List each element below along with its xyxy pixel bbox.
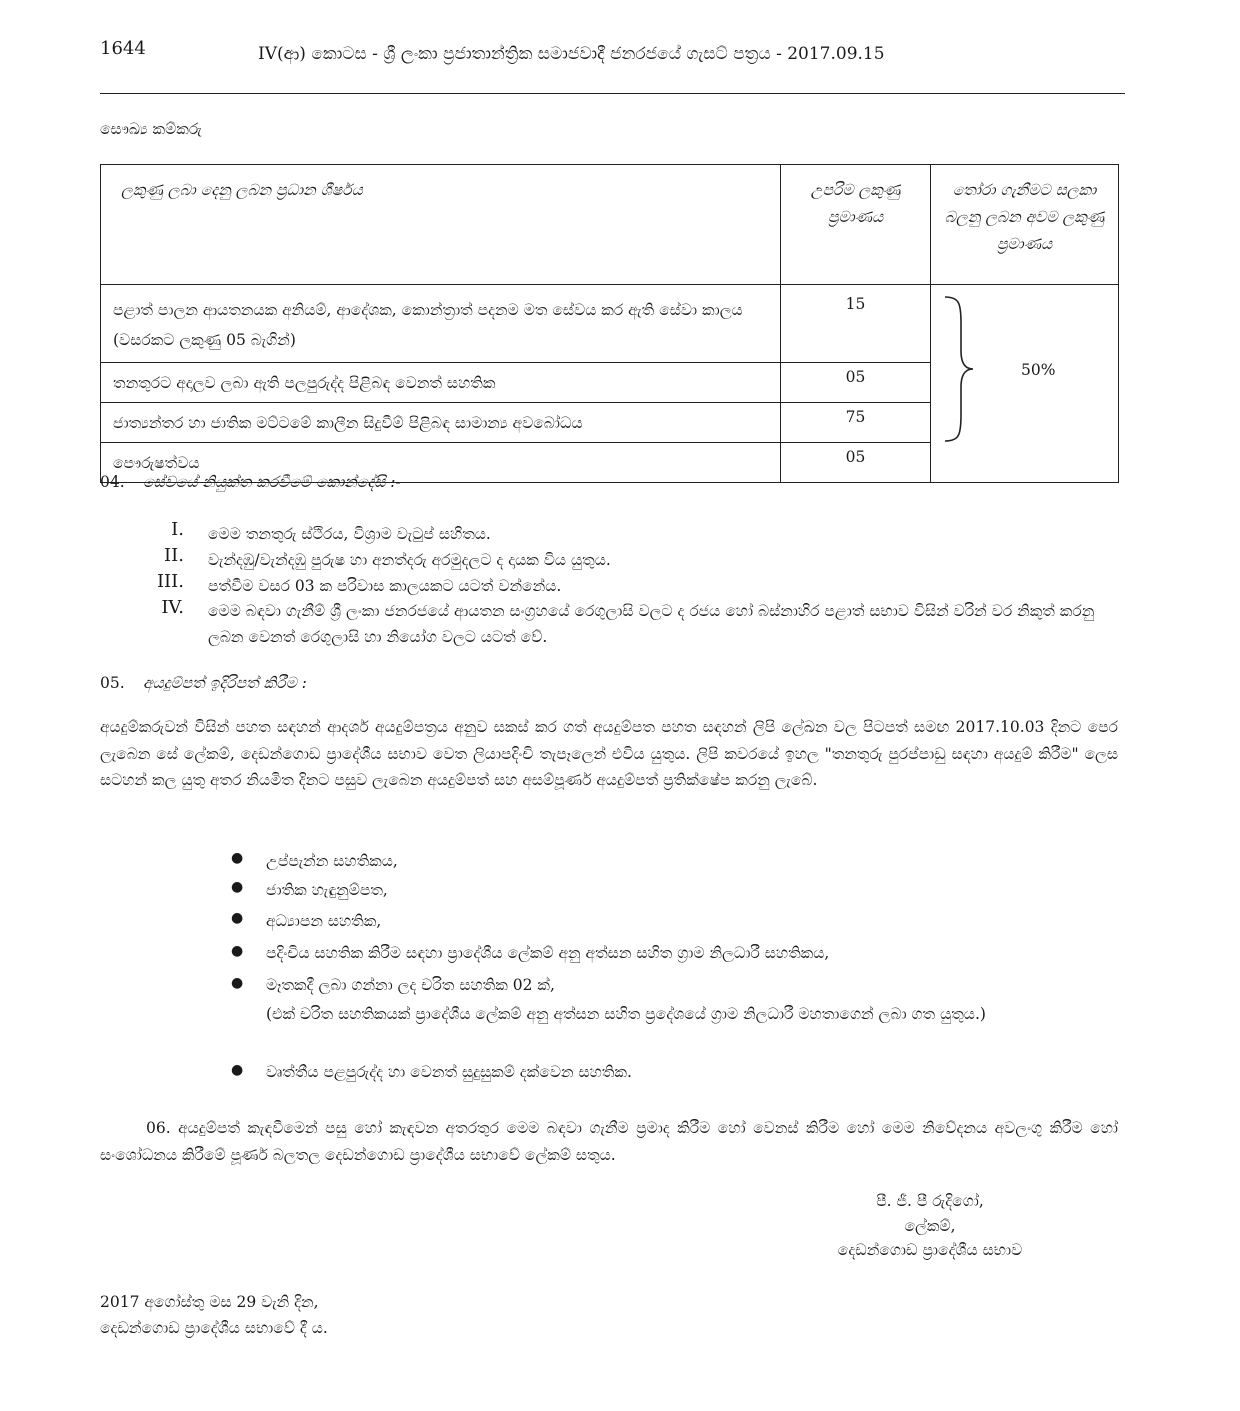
criteria-cell: පළාත් පාලන ආයතනයක අනියම්, ආදේශක, කොන්ත්‍රාත් පදනම මත සේවය කර ඇති සේවා කාලය (වසරකට ලකුණු 05 බැගින්) xyxy=(101,285,781,363)
max-marks-cell: 15 xyxy=(781,285,931,363)
list-item-number: I. xyxy=(171,519,184,540)
curly-brace-icon xyxy=(937,293,977,445)
min-marks-cell xyxy=(931,285,1119,483)
table-row xyxy=(101,285,1119,363)
table-header-row xyxy=(101,165,1119,285)
section-5-heading xyxy=(100,674,307,693)
list-item: මෑතකදී ලබා ගන්නා ලද චරිත සහතික 02 ක්, xyxy=(266,976,555,994)
list-item: උප්පැන්න සහතිකය, xyxy=(266,852,398,870)
list-item-note: (එක් චරිත සහතිකයක් ප්‍රාදේශීය ලේකම් අනු අත්සන සහිත ප්‍රදේශයේ ග්‍රාම නිලධාරී මහතාගෙන් ලබා ගත යුතුය.) xyxy=(266,1005,986,1023)
list-item-number: IV. xyxy=(161,597,184,618)
header-main-criteria: ලකුණු ලබා දෙනු ලබන ප්‍රධාන ශීර්ෂය xyxy=(101,165,781,285)
list-item: මෙම බඳවා ගැනීම් ශ්‍රී ලංකා ජනරජයේ ආයතන සංග්‍රහයේ රෙගුලාසි වලට ද රජය හෝ බස්නාහිර පළාත් සභාව විසින් වරින් වර නිකුත් කරනු ලබන වෙනත් රෙගුලාසි හා නියෝග වලට යටත් වේ. xyxy=(208,602,1095,647)
max-marks-cell: 05 xyxy=(781,443,931,483)
list-item: ජාතික හැඳුනුම්පත, xyxy=(266,881,388,899)
max-marks-cell: 05 xyxy=(781,363,931,403)
issue-place: දෙඩන්ගොඩ ප්‍රාදේශීය සභාවේ දී ය. xyxy=(100,1319,328,1337)
bullet-icon: ● xyxy=(231,850,244,866)
marks-table xyxy=(100,164,1119,483)
signatory-role: ලේකම්, xyxy=(904,1217,956,1235)
criteria-cell: තනතුරට අදාලව ලබා ඇති පලපුරුද්ද පිළිබඳ වෙනත් සහතික xyxy=(101,363,781,403)
section-4-heading xyxy=(100,473,401,492)
application-instructions: අයදුම්කරුවන් විසින් පහත සඳහන් ආදර්ශ අයදුම්පත්‍රය අනුව සකස් කර ගත් අයදුම්පත පහත සඳහන් ලිපි ලේඛන වල පිටපත් සමඟ 2017.10.03 දිනට පෙර ලැබෙන සේ ලේකම්, දෙඩන්ගොඩ ප්‍රාදේශීය සභාව වෙත ලියාපදිංචි තැපෑලෙන් එවිය යුතුය. ලිපි කවරයේ ඉහල "තනතුරු පුරප්පාඩු සඳහා අයදුම් කිරීම" ලෙස සටහන් කල යුතු අතර නියමිත දිනට පසුව ලැබෙන අයදුම්පත් සහ අසම්පූර්ණ අයදුම්පත් ප්‍රතික්ෂේප කරනු ලැබේ. xyxy=(100,718,1118,790)
bullet-icon: ● xyxy=(231,943,244,959)
section-5-title: අයදුම්පත් ඉදිරිපත් කිරීම : xyxy=(142,674,307,692)
signatory-name: පී. ජී. පී රුදිගෝ, xyxy=(876,1192,984,1210)
signatory-office: දෙඩන්ගොඩ ප්‍රාදේශීය සභාව xyxy=(837,1241,1023,1259)
minimum-percentage: 50% xyxy=(1021,361,1056,379)
bullet-icon: ● xyxy=(231,910,244,926)
list-item: අධ්‍යාපන සහතික, xyxy=(266,912,382,930)
list-item-number: II. xyxy=(164,545,184,566)
header-min-marks: තෝරා ගැනීමට සලකා බලනු ලබන අවම ලකුණු ප්‍රමාණය xyxy=(931,165,1119,285)
section-4-title: සේවයේ නියුක්ත කරවීමේ කොන්දේසි :- xyxy=(142,473,401,491)
list-item: මෙම තනතුරු ස්ථිරය, විශ්‍රාම වැටුප් සහිතය. xyxy=(208,525,491,543)
criteria-cell: ජාත්‍යන්තර හා ජාතික මට්ටමේ කාලීන සිදුවීම් පිළිබඳ සාමාන්‍ය අවබෝධය xyxy=(101,403,781,443)
section-4-number: 04. xyxy=(100,473,125,491)
list-item: වැන්දඹු/වැන්දඹු පුරුෂ හා අනත්දරු අරමුදලට ද දායක විය යුතුය. xyxy=(208,551,611,569)
list-item: වෘත්තීය පළපුරුද්ද හා වෙනත් සුදුසුකම් දක්වෙන සහතික. xyxy=(266,1063,632,1081)
bullet-icon: ● xyxy=(231,1062,244,1078)
section-6-paragraph: 06. අයදුම්පත් කැඳවීමෙන් පසු හෝ කැඳවන අතරතුර මෙම බඳවා ගැනීම ප්‍රමාද කිරීම හෝ වෙනස් කිරීම හෝ මෙම නිවේදනය අවලංගු කිරීම හෝ සංශෝධනය කිරීමේ පූර්ණ බලතල දෙඩන්ගොඩ ප්‍රාදේශීය සභාවේ ලේකම් සතුය. xyxy=(100,1119,1118,1164)
list-item-number: III. xyxy=(156,571,184,592)
max-marks-cell: 75 xyxy=(781,403,931,443)
list-item: පත්වීම වසර 03 ක පරිවාස කාලයකට යටත් වන්නේය. xyxy=(208,577,562,595)
section-5-number: 05. xyxy=(100,674,125,692)
bullet-icon: ● xyxy=(231,879,244,895)
criteria-cell: පෞරුෂත්වය xyxy=(101,443,781,483)
issue-date: 2017 අගෝස්තු මස 29 වැනි දින, xyxy=(100,1293,319,1311)
header-max-marks: උපරිම ලකුණු ප්‍රමාණය xyxy=(781,165,931,285)
gazette-header-title: IV(ආ) කොටස - ශ්‍රී ලංකා ප්‍රජාතාන්ත්‍රික සමාජවාදී ජනරජයේ ගැසට් පත්‍රය - 2017.09.15 xyxy=(258,44,885,64)
page-number: 1644 xyxy=(100,38,146,59)
post-title: සෞඛ්‍ය කම්කරු xyxy=(100,120,202,138)
header-divider xyxy=(100,93,1125,94)
bullet-icon: ● xyxy=(231,975,244,991)
list-item: පදිංචිය සහතික කිරීම සඳහා ප්‍රාදේශීය ලේකම් අනු අත්සන සහිත ග්‍රාම නිලධාරී සහතිකය, xyxy=(266,944,830,962)
